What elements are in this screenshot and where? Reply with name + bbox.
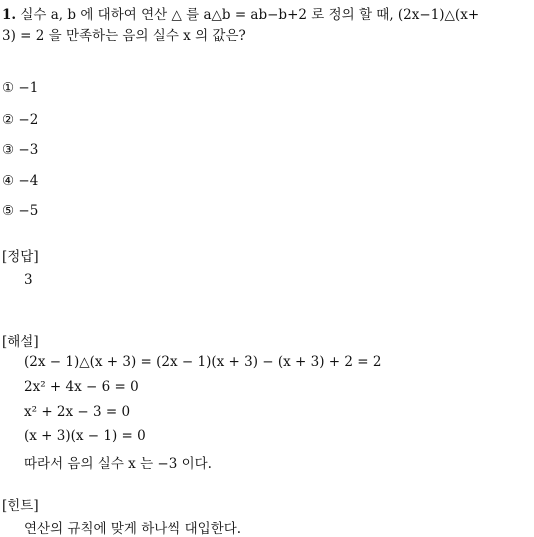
question-text-line-2: 3) = 2 을 만족하는 음의 실수 x 의 값은?	[2, 28, 246, 44]
solution-line-3: x² + 2x − 3 = 0	[24, 404, 131, 420]
question-line-1	[2, 3, 479, 23]
solution-line-2: 2x² + 4x − 6 = 0	[24, 379, 139, 395]
option-marker: ①	[2, 80, 15, 96]
solution-line-4: (x + 3)(x − 1) = 0	[24, 428, 146, 444]
option-value: −3	[18, 142, 39, 158]
hint-text: 연산의 규칙에 맞게 하나씩 대입한다.	[24, 521, 242, 537]
hint-heading: [힌트]	[2, 498, 39, 514]
option-marker: ②	[2, 112, 15, 128]
answer-heading: [정답]	[2, 249, 39, 265]
option-value: −1	[18, 80, 39, 96]
solution-line-5: 따라서 음의 실수 x 는 −3 이다.	[24, 456, 212, 472]
option-marker: ④	[2, 173, 15, 189]
option-3[interactable]	[2, 142, 38, 158]
question-text-line-1: 실수 a, b 에 대하여 연산 △ 를 a△b = ab−b+2 로 정의 할 때, (2x−1)△(x+	[20, 7, 480, 23]
solution-line-1: (2x − 1)△(x + 3) = (2x − 1)(x + 3) − (x + 3) + 2 = 2	[24, 354, 382, 370]
option-2[interactable]	[2, 112, 38, 128]
option-5[interactable]	[2, 203, 38, 219]
question-number: 1.	[2, 7, 17, 23]
option-marker: ⑤	[2, 203, 15, 219]
option-value: −2	[18, 112, 39, 128]
option-value: −4	[18, 173, 39, 189]
option-marker: ③	[2, 142, 15, 158]
answer-value: 3	[24, 272, 33, 288]
option-value: −5	[18, 203, 39, 219]
solution-heading: [해설]	[2, 334, 39, 350]
option-4[interactable]	[2, 173, 38, 189]
option-1[interactable]	[2, 80, 38, 96]
